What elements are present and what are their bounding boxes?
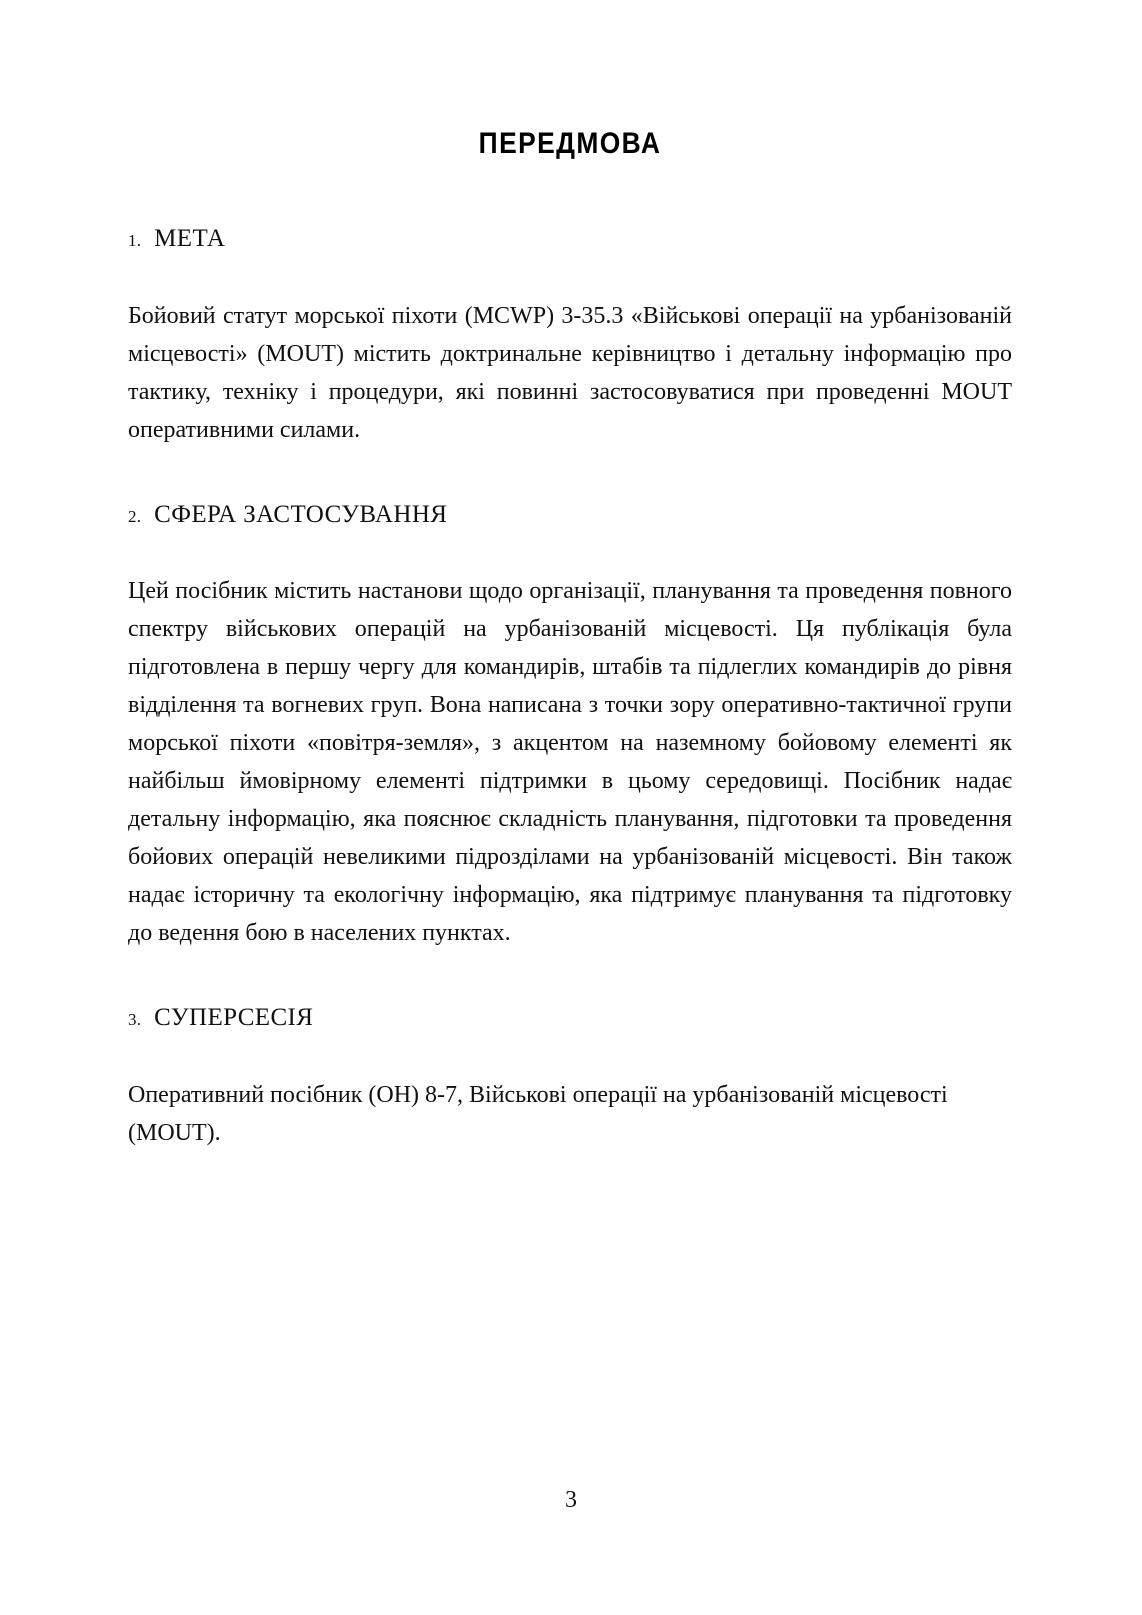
section-paragraph-2: Цей посібник містить настанови щодо організації, планування та проведення повного спектру військових операцій на урбанізованій місцевості. Ця публікація була підготовлена в першу чергу для командирів, штабів та підлеглих командирів до рівня відділення та вогневих груп. Вона написана з точки зору оперативно-тактичної групи морської піхоти «повітря-земля», з акцентом на наземному бойовому елементі як найбільш ймовірному елементі підтримки в цьому середовищі. Посібник надає детальну інформацію, яка пояснює складність планування, підготовки та проведення бойових операцій невеликими підрозділами на урбанізованій місцевості. Він також надає історичну та екологічну інформацію, яка підтримує планування та підготовку до ведення бою в населених пунктах. — [128, 578, 1012, 946]
section-number-2: 2. — [128, 506, 142, 526]
page-title: ПЕРЕДМОВА — [478, 127, 662, 160]
section-title-3: СУПЕРСЕСІЯ — [154, 1004, 314, 1031]
page-content — [128, 0, 1012, 1152]
page-number: 3 — [565, 1487, 577, 1513]
section-heading-2 — [128, 501, 1012, 529]
section-title-2: СФЕРА ЗАСТОСУВАННЯ — [154, 500, 448, 528]
section-title-1: МЕТА — [154, 225, 226, 252]
section-paragraph-1: Бойовий статут морської піхоти (MCWP) 3-35.3 «Військові операції на урбанізованій місцевості» (MOUT) містить доктринальне керівництво і детальну інформацію про тактику, техніку і процедури, які повинні застосовуватися при проведенні MOUT оперативними силами. — [128, 302, 1012, 443]
section-number-3: 3. — [128, 1010, 142, 1029]
section-number-1: 1. — [128, 231, 142, 250]
section-paragraph-3: Оперативний посібник (ОН) 8-7, Військові операції на урбанізованій місцевості (MOUT). — [128, 1081, 948, 1146]
section-heading-3 — [128, 1004, 1012, 1032]
section-heading-1 — [128, 225, 1012, 253]
